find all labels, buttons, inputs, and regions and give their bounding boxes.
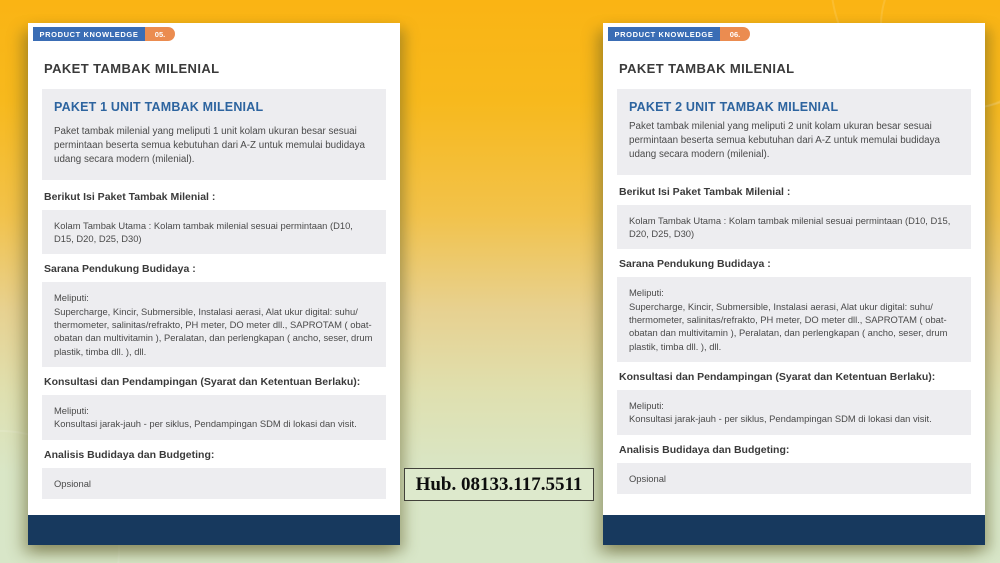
product-knowledge-badge [608, 27, 750, 41]
contact-phone-box: Hub. 08133.117.5511 [404, 468, 594, 501]
page-footer-bar [603, 515, 985, 545]
section-box [617, 390, 971, 435]
package-heading: PAKET 2 UNIT TAMBAK MILENIAL [629, 100, 839, 114]
section-label: Analisis Budidaya dan Budgeting: [44, 448, 215, 461]
section-analisis [42, 449, 386, 499]
section-isi-paket [617, 186, 971, 250]
section-box-text: Kolam Tambak Utama : Kolam tambak milenial sesuai permintaan (D10, D15, D20, D25, D30) [54, 219, 353, 244]
section-label: Konsultasi dan Pendampingan (Syarat dan Ketentuan Berlaku): [619, 371, 936, 384]
section-box-text: Supercharge, Kincir, Submersible, Instalasi aerasi, Alat ukur digital: suhu/ thermometer, salinitas/refrakto, PH meter, DO meter dll., SAPROTAM ( obat-obatan dan multivitamin ), Peralatan, dan perlengkapan ( ancho, seser, drum plastik, timba dll. ), dll. [54, 305, 373, 357]
page-title: PAKET TAMBAK MILENIAL [44, 61, 220, 76]
section-konsultasi [42, 376, 386, 440]
package-description: Paket tambak milenial yang meliputi 1 unit kolam ukuran besar sesuai permintaan beserta semua kebutuhan dari A-Z untuk memulai budidaya udang secara modern (milenial). [54, 126, 365, 166]
section-analisis [617, 444, 971, 494]
page-card-05 [28, 23, 400, 545]
page-number-tab: 05. [145, 27, 175, 41]
section-box-text: Opsional [54, 477, 92, 489]
badge-label: PRODUCT KNOWLEDGE [33, 27, 145, 41]
section-box [617, 463, 971, 494]
badge-label: PRODUCT KNOWLEDGE [608, 27, 720, 41]
intro-panel [617, 89, 971, 175]
package-heading: PAKET 1 UNIT TAMBAK MILENIAL [54, 100, 264, 114]
section-box-text: Meliputi: [54, 405, 89, 417]
section-box [617, 277, 971, 362]
section-label: Berikut Isi Paket Tambak Milenial : [44, 190, 216, 203]
section-box [42, 282, 386, 367]
page-footer-bar [28, 515, 400, 545]
section-box [617, 205, 971, 250]
section-box-text: Konsultasi jarak-jauh - per siklus, Pendampingan SDM di lokasi dan visit. [54, 418, 357, 430]
section-sarana-pendukung [42, 263, 386, 367]
section-sarana-pendukung [617, 258, 971, 362]
section-box-text: Opsional [629, 472, 667, 484]
section-konsultasi [617, 371, 971, 435]
section-box [42, 395, 386, 440]
section-label: Sarana Pendukung Budidaya : [619, 258, 771, 271]
intro-panel [42, 89, 386, 180]
page-card-06 [603, 23, 985, 545]
section-isi-paket [42, 191, 386, 255]
section-label: Berikut Isi Paket Tambak Milenial : [619, 185, 791, 198]
section-box-text: Kolam Tambak Utama : Kolam tambak milenial sesuai permintaan (D10, D15, D20, D25, D30) [629, 214, 951, 239]
section-label: Konsultasi dan Pendampingan (Syarat dan Ketentuan Berlaku): [44, 376, 361, 389]
section-box [42, 468, 386, 499]
page-content [28, 23, 400, 499]
section-box-text: Meliputi: [629, 287, 664, 299]
section-box [42, 210, 386, 255]
section-box-text: Meliputi: [54, 292, 89, 304]
page-title: PAKET TAMBAK MILENIAL [619, 61, 795, 76]
section-box-text: Konsultasi jarak-jauh - per siklus, Pendampingan SDM di lokasi dan visit. [629, 413, 932, 425]
section-label: Sarana Pendukung Budidaya : [44, 263, 196, 276]
page-content [603, 23, 985, 494]
section-label: Analisis Budidaya dan Budgeting: [619, 443, 790, 456]
section-box-text: Meliputi: [629, 400, 664, 412]
section-box-text: Supercharge, Kincir, Submersible, Instalasi aerasi, Alat ukur digital: suhu/ thermometer, salinitas/refrakto, PH meter, DO meter dll., SAPROTAM ( obat-obatan dan multivitamin ), Peralatan, dan perlengkapan ( ancho, seser, drum plastik, timba dll. ), dll. [629, 300, 948, 352]
package-description: Paket tambak milenial yang meliputi 2 unit kolam ukuran besar sesuai permintaan beserta semua kebutuhan dari A-Z untuk memulai budidaya udang secara modern (milenial). [629, 121, 940, 161]
product-knowledge-badge [33, 27, 175, 41]
page-number-tab: 06. [720, 27, 750, 41]
